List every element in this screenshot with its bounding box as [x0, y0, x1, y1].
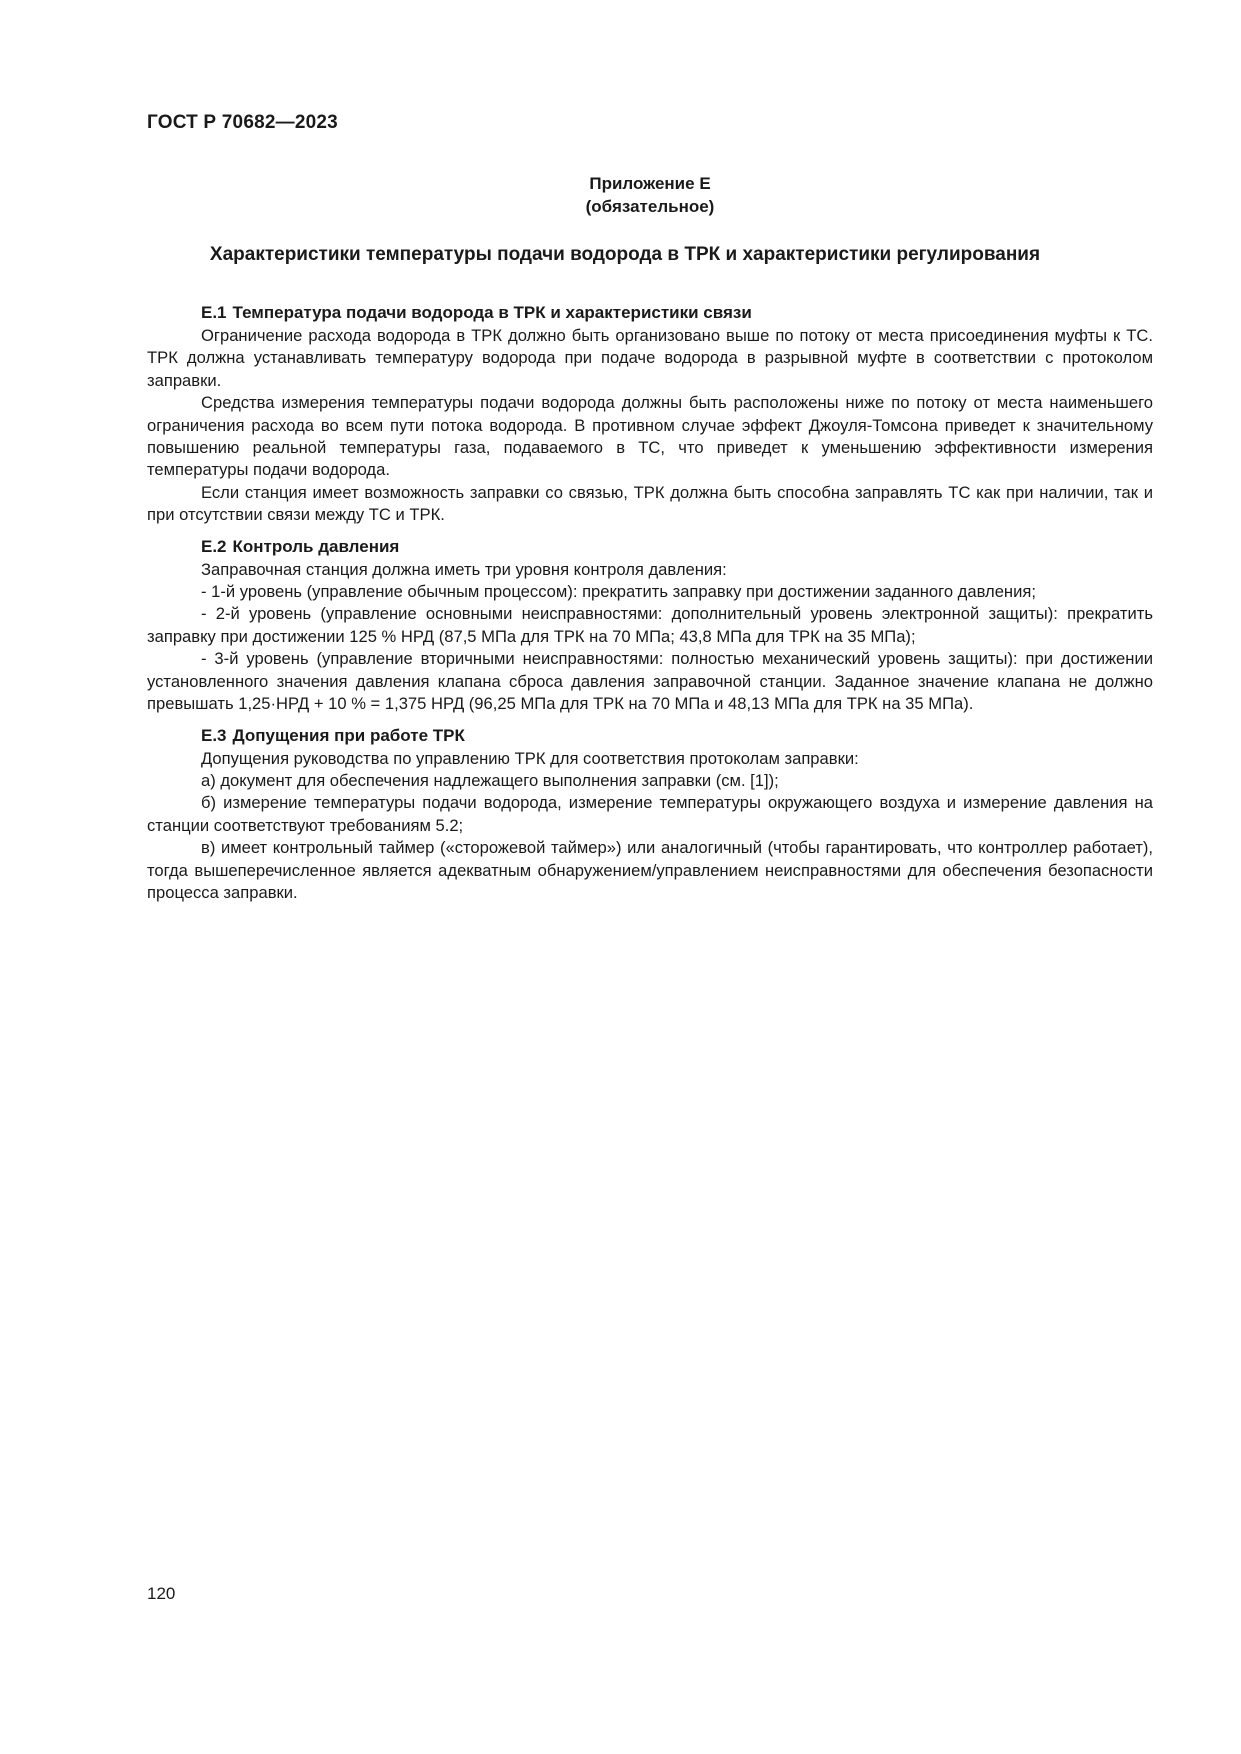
section-title: Температура подачи водорода в ТРК и характеристики связи [232, 303, 752, 322]
main-title: Характеристики температуры подачи водорода в ТРК и характеристики регулирования [209, 244, 1041, 265]
list-item: - 3-й уровень (управление вторичными неисправностями: полностью механический уровень защиты): при достижении установленного значения давления клапана сброса давления заправочной станции. Заданное значение клапана не должно превышать 1,25·НРД + 10 % = 1,375 НРД (96,25 МПа для ТРК на 70 МПа и 48,13 МПа для ТРК на 35 МПа). [147, 649, 1153, 714]
paragraph: Заправочная станция должна иметь три уровня контроля давления: [201, 559, 727, 579]
section-number: Е.3 [201, 725, 227, 745]
section-title: Допущения при работе ТРК [232, 725, 465, 745]
list-item: а) документ для обеспечения надлежащего выполнения заправки (см. [1]); [201, 770, 779, 790]
section-e1 [147, 301, 1153, 527]
page-number: 120 [147, 1584, 176, 1603]
appendix-title: Приложение Е [589, 174, 711, 193]
section-heading [147, 724, 1153, 748]
list-item: б) измерение температуры подачи водорода, измерение температуры окружающего воздуха и измерение давления на станции соответствуют требованиям 5.2; [147, 793, 1153, 835]
paragraph: Ограничение расхода водорода в ТРК должно быть организовано выше по потоку от места присоединения муфты к ТС. ТРК должна устанавливать температуру водорода при подаче водорода в разрывной муфте в соответствии с протоколом заправки. [147, 326, 1153, 390]
document-body [147, 301, 1153, 904]
section-title: Контроль давления [232, 536, 400, 556]
section-heading [147, 301, 1153, 325]
section-e3 [147, 724, 1153, 905]
section-e2 [147, 535, 1153, 716]
paragraph: Если станция имеет возможность заправки со связью, ТРК должна быть способна заправлять ТС как при наличии, так и при отсутствии связи между ТС и ТРК. [147, 482, 1153, 525]
section-number: Е.2 [201, 536, 227, 556]
list-item: в) имеет контрольный таймер («сторожевой таймер») или аналогичный (чтобы гарантировать, что контроллер работает), тогда вышеперечисленное является адекватным обнаружением/управлением неисправностями для обеспечения безопасности процесса заправки. [147, 838, 1153, 902]
paragraph: Средства измерения температуры подачи водорода должны быть расположены ниже по потоку от места наименьшего ограничения расхода во всем пути потока водорода. В противном случае эффект Джоуля-Томсона приведет к значительному повышению реальной температуры газа, подаваемого в ТС, что приведет к уменьшению эффективности измерения температуры подачи водорода. [147, 393, 1153, 480]
document-id-header: ГОСТ Р 70682—2023 [147, 112, 338, 133]
paragraph: Допущения руководства по управлению ТРК для соответствия протоколам заправки: [201, 748, 859, 768]
section-number: Е.1 [201, 303, 227, 322]
list-item: - 1-й уровень (управление обычным процессом): прекратить заправку при достижении заданного давления; [201, 582, 1036, 602]
section-heading [147, 535, 1153, 559]
list-item: - 2-й уровень (управление основными неисправностями: дополнительный уровень электронной защиты): прекратить заправку при достижении 125 % НРД (87,5 МПа для ТРК на 70 МПа; 43,8 МПа для ТРК на 35 МПа); [147, 604, 1153, 646]
appendix-status: (обязательное) [585, 197, 715, 216]
